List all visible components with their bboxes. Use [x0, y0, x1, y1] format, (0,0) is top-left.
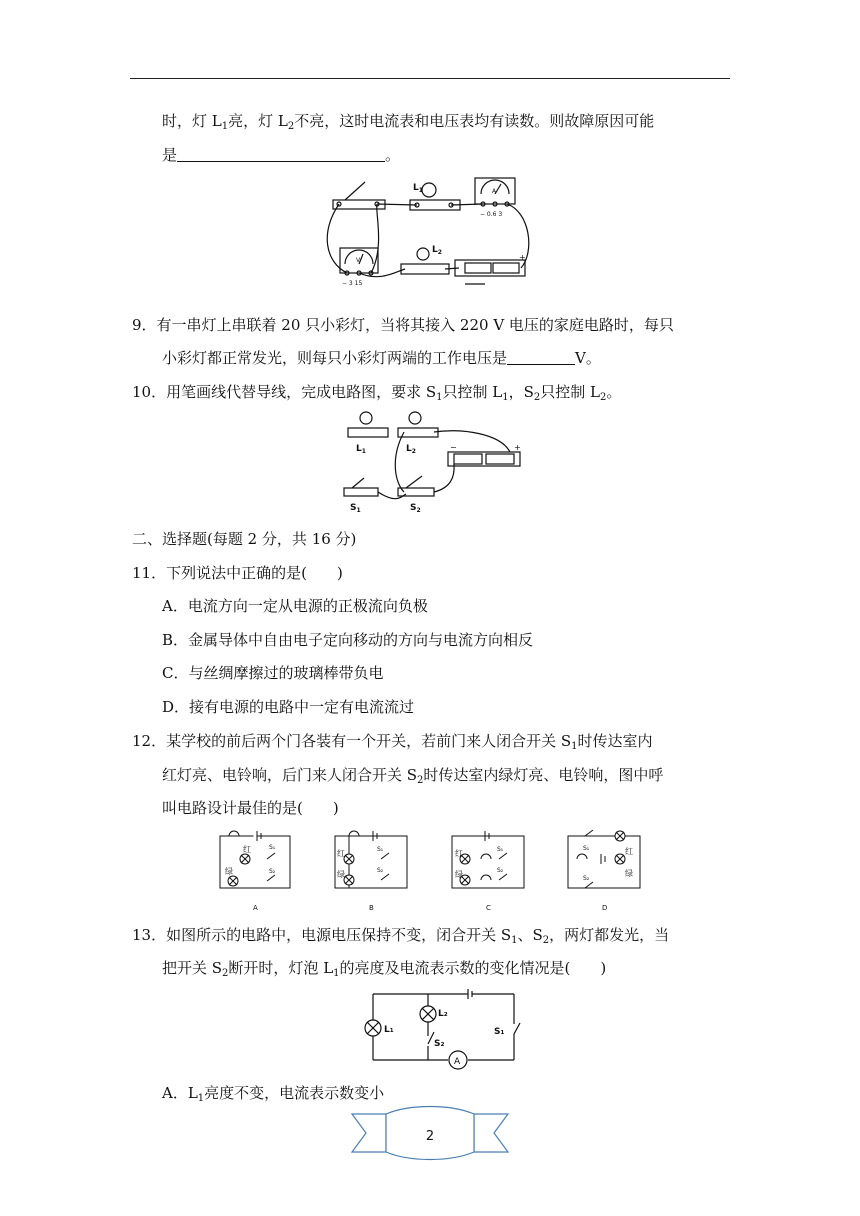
svg-text:绿: 绿 — [455, 870, 463, 879]
header-rule — [130, 78, 730, 79]
q12-text-line3: 叫电路设计最佳的是( ) — [162, 799, 339, 817]
answer-blank[interactable] — [177, 145, 385, 162]
svg-text:S₁: S₁ — [497, 846, 504, 853]
page-number-ribbon — [350, 1104, 510, 1166]
svg-text:红: 红 — [455, 849, 463, 858]
q9-text-line1: 9．有一串灯上串联着 20 只小彩灯，当将其接入 220 V 电压的家庭电路时，每只 — [132, 316, 674, 334]
q8-text-line2: 是 。 — [162, 146, 401, 164]
svg-text:S₂: S₂ — [377, 867, 384, 874]
svg-text:− 0.6 3: − 0.6 3 — [480, 211, 503, 218]
q8-text-line1: 时，灯 $L_1$亮，灯 $L_2$不亮，这时电流表和电压表均有读数。则故障原因可能 — [162, 112, 655, 132]
svg-text:+: + — [514, 443, 521, 452]
svg-text:绿: 绿 — [625, 869, 633, 878]
page-number: 2 — [425, 1129, 435, 1144]
svg-text:−: − — [450, 443, 457, 452]
diagram-b — [335, 831, 407, 888]
q11-option-c[interactable]: C．与丝绸摩擦过的玻璃棒带负电 — [162, 664, 384, 682]
svg-text:L1: $L_1$ — [413, 183, 423, 194]
svg-text:S₁: S₁ — [583, 845, 590, 852]
svg-text:L₁: L₁ — [384, 1025, 394, 1035]
diagram-d — [568, 830, 640, 888]
svg-text:V: V — [356, 257, 361, 264]
svg-text:S1: $S_1$ — [350, 503, 361, 514]
svg-text:+: + — [519, 253, 526, 262]
svg-text:S₁: S₁ — [494, 1027, 505, 1037]
svg-text:L1: $L_1$ — [356, 444, 366, 455]
q13-option-a[interactable]: A．$L_1$亮度不变，电流表示数变小 — [162, 1084, 385, 1104]
svg-text:S₂: S₂ — [497, 867, 504, 874]
svg-text:绿: 绿 — [225, 867, 233, 876]
q11-option-a[interactable]: A．电流方向一定从电源的正极流向负极 — [162, 597, 428, 615]
q10-circuit-figure — [340, 408, 530, 516]
q13-circuit-figure — [368, 990, 518, 1076]
q9-text-line2: 小彩灯都正常发光，则每只小彩灯两端的工作电压是 V。 — [162, 349, 601, 367]
q11-option-b[interactable]: B．金属导体中自由电子定向移动的方向与电流方向相反 — [162, 631, 534, 649]
q13-text-line1: 13．如图所示的电路中，电源电压保持不变，闭合开关 $S_1$、$S_2$，两灯都发光，当 — [132, 926, 670, 946]
q8-circuit-figure — [325, 172, 530, 296]
diagram-c — [452, 831, 524, 888]
q11-option-d[interactable]: D．接有电源的电路中一定有电流流过 — [162, 698, 415, 716]
answer-blank[interactable] — [507, 348, 575, 365]
svg-text:− 3 15: − 3 15 — [342, 280, 363, 287]
q13-text-line2: 把开关 $S_2$断开时，灯泡 $L_1$的亮度及电流表示数的变化情况是( ) — [162, 959, 607, 979]
q12-text-line2: 红灯亮、电铃响，后门来人闭合开关 $S_2$时传达室内绿灯亮、电铃响，图中呼 — [162, 766, 664, 786]
svg-text:红: 红 — [337, 849, 345, 858]
svg-text:红: 红 — [243, 845, 251, 854]
q10-text: 10．用笔画线代替导线，完成电路图，要求 $S_1$只控制 $L_1$，$S_2$只控制 $L_2$。 — [132, 383, 622, 403]
svg-text:S₂: S₂ — [583, 875, 590, 882]
diagram-label-b: B — [369, 904, 374, 912]
q11-stem: 11．下列说法中正确的是( ) — [132, 564, 343, 582]
svg-text:L₂: L₂ — [438, 1009, 448, 1019]
q12-option-diagrams — [215, 826, 645, 916]
svg-text:L2: $L_2$ — [432, 245, 442, 256]
svg-text:绿: 绿 — [337, 870, 345, 879]
diagram-a — [220, 831, 290, 888]
svg-text:S₁: S₁ — [377, 846, 384, 853]
svg-text:S₁: S₁ — [269, 844, 276, 851]
section-heading: 二、选择题(每题 2 分，共 16 分) — [132, 530, 357, 548]
diagram-label-d: D — [602, 904, 608, 912]
svg-text:S2: $S_2$ — [410, 503, 421, 514]
diagram-label-a: A — [253, 904, 258, 912]
ammeter-symbol: A — [454, 1057, 461, 1067]
svg-text:L2: $L_2$ — [406, 444, 416, 455]
svg-text:红: 红 — [625, 847, 633, 856]
svg-text:S₂: S₂ — [434, 1039, 445, 1049]
diagram-label-c: C — [486, 904, 491, 912]
q12-text-line1: 12．某学校的前后两个门各装有一个开关，若前门来人闭合开关 $S_1$时传达室内 — [132, 732, 653, 752]
svg-text:A: A — [492, 188, 497, 195]
svg-text:S₂: S₂ — [269, 868, 276, 875]
